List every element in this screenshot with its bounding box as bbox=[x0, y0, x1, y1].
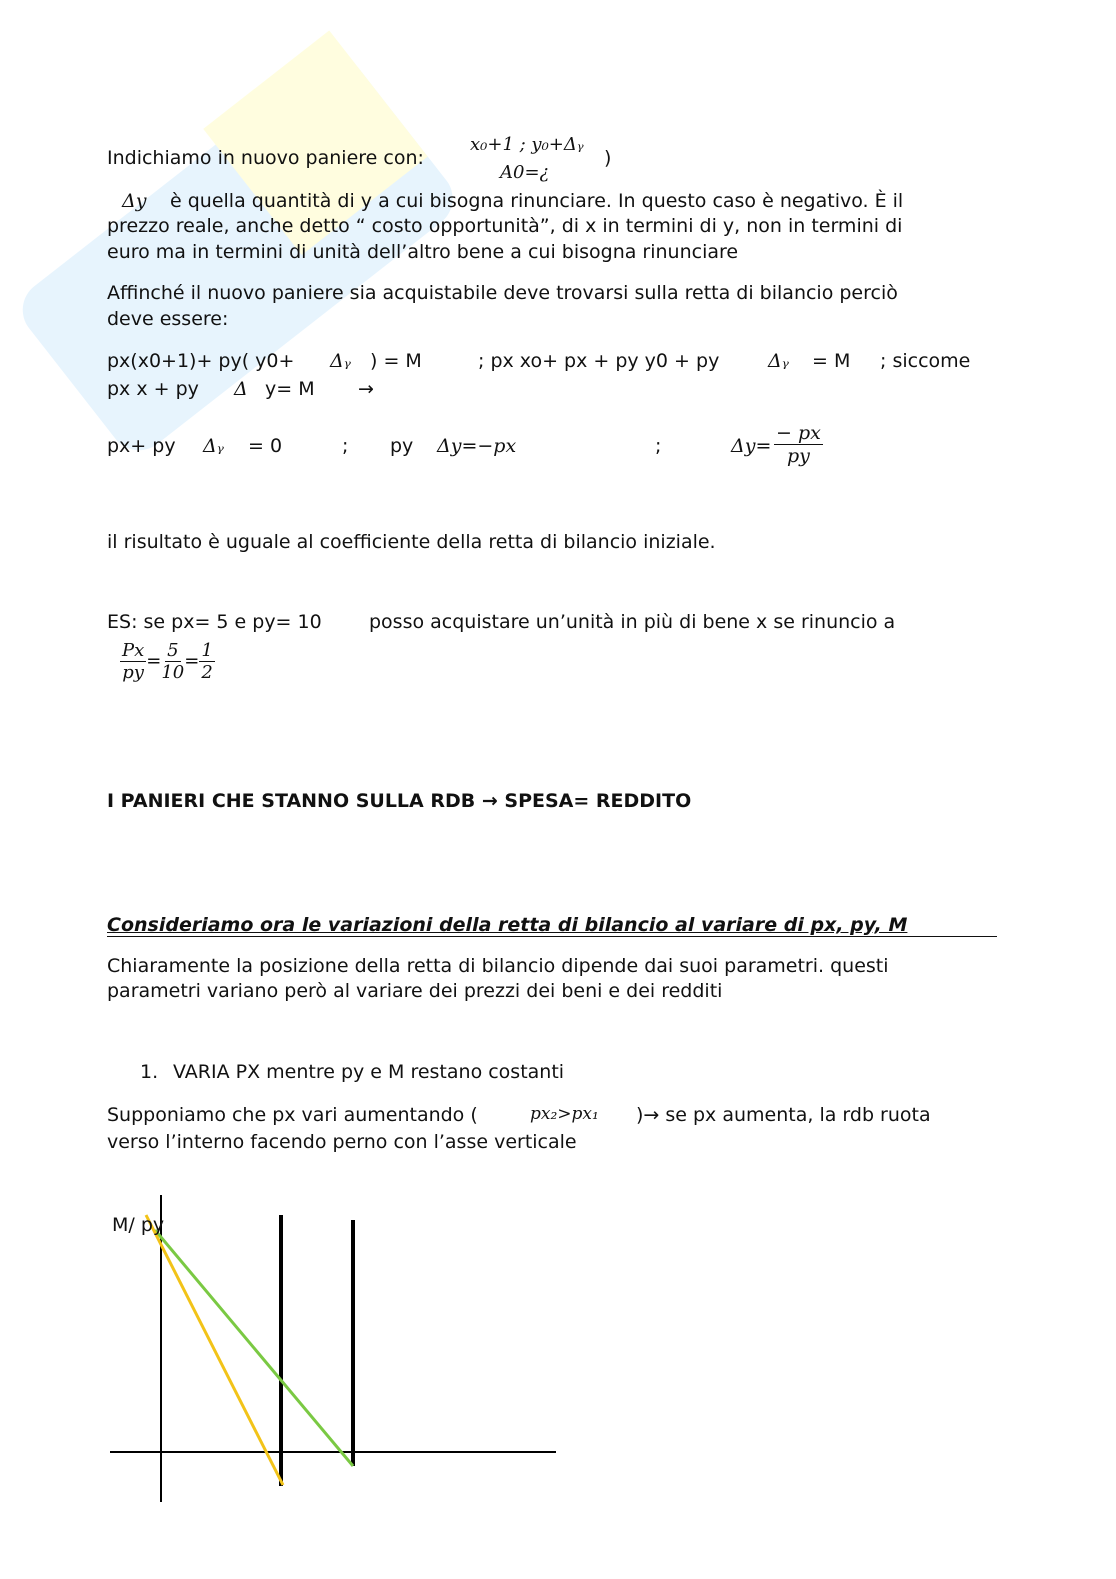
text: ; bbox=[342, 435, 349, 457]
text: ; px xo+ px + py y0 + py bbox=[478, 350, 720, 372]
text: posso acquistare un’unità in più di bene x se rinuncio a bbox=[369, 611, 896, 633]
denominator: py bbox=[122, 662, 144, 683]
formula: px₂>px₁ bbox=[530, 1104, 599, 1124]
text: ; bbox=[655, 435, 662, 457]
text: y= M bbox=[265, 378, 315, 400]
denominator: 10 bbox=[161, 662, 185, 683]
text: ) = M bbox=[370, 350, 422, 372]
text: Affinché il nuovo paniere sia acquistabile deve trovarsi sulla retta di bilancio perciò bbox=[107, 282, 898, 304]
formula: Δy=−px bbox=[437, 435, 517, 457]
text: è quella quantità di y a cui bisogna rinunciare. In questo caso è negativo. È il bbox=[170, 190, 904, 212]
text: deve essere: bbox=[107, 308, 229, 330]
text: parametri variano però al variare dei prezzi dei beni e dei redditi bbox=[107, 980, 723, 1002]
formula: Δᵧ bbox=[768, 350, 789, 372]
text: px(x0+1)+ py( y0+ bbox=[107, 350, 295, 372]
text: Supponiamo che px vari aumentando ( bbox=[107, 1104, 478, 1126]
text: euro ma in termini di unità dell’altro bene a cui bisogna rinunciare bbox=[107, 241, 739, 263]
list-item: VARIA PX mentre py e M restano costanti bbox=[173, 1061, 565, 1083]
formula: Δᵧ bbox=[330, 350, 351, 372]
formula: A0=¿ bbox=[500, 162, 550, 183]
text: ; siccome bbox=[880, 350, 971, 372]
numerator: 1 bbox=[201, 640, 213, 661]
section-subheading: Consideriamo ora le variazioni della retta di bilancio al variare di px, py, M bbox=[107, 914, 997, 937]
new-budget-line bbox=[146, 1215, 283, 1485]
text: py bbox=[390, 435, 414, 457]
text: ES: se px= 5 e py= 10 bbox=[107, 611, 322, 633]
text: Chiaramente la posizione della retta di bilancio dipende dai suoi parametri. questi bbox=[107, 955, 889, 977]
formula: Δy= bbox=[731, 435, 772, 457]
text: Indichiamo in nuovo paniere con: bbox=[107, 147, 424, 169]
denominator: 2 bbox=[201, 662, 213, 683]
text: = 0 bbox=[248, 435, 283, 457]
text: = M bbox=[812, 350, 851, 372]
text: px x + py bbox=[107, 378, 199, 400]
formula: Δᵧ bbox=[203, 435, 224, 457]
formula: Δ bbox=[234, 378, 248, 400]
text: = bbox=[184, 650, 200, 672]
section-heading: I PANIERI CHE STANNO SULLA RDB → SPESA= REDDITO bbox=[107, 790, 692, 812]
text: ) bbox=[604, 147, 612, 169]
y-axis-label: M/ py bbox=[112, 1214, 165, 1236]
arrow-icon: → bbox=[358, 378, 374, 400]
formula: Δy bbox=[122, 190, 147, 212]
text: = bbox=[146, 650, 162, 672]
denominator: py bbox=[786, 445, 810, 467]
numerator: Px bbox=[122, 640, 145, 661]
list-number: 1. bbox=[140, 1061, 159, 1083]
formula: x₀+1 ; y₀+Δᵧ bbox=[470, 134, 584, 155]
text: )→ se px aumenta, la rdb ruota bbox=[636, 1104, 931, 1126]
text: prezzo reale, anche detto “ costo opportunità”, di x in termini di y, non in termini di bbox=[107, 215, 903, 237]
text: verso l’interno facendo perno con l’asse verticale bbox=[107, 1131, 577, 1153]
text: il risultato è uguale al coefficiente della retta di bilancio iniziale. bbox=[107, 531, 716, 553]
numerator: − px bbox=[776, 422, 821, 444]
numerator: 5 bbox=[167, 640, 179, 661]
text: px+ py bbox=[107, 435, 176, 457]
